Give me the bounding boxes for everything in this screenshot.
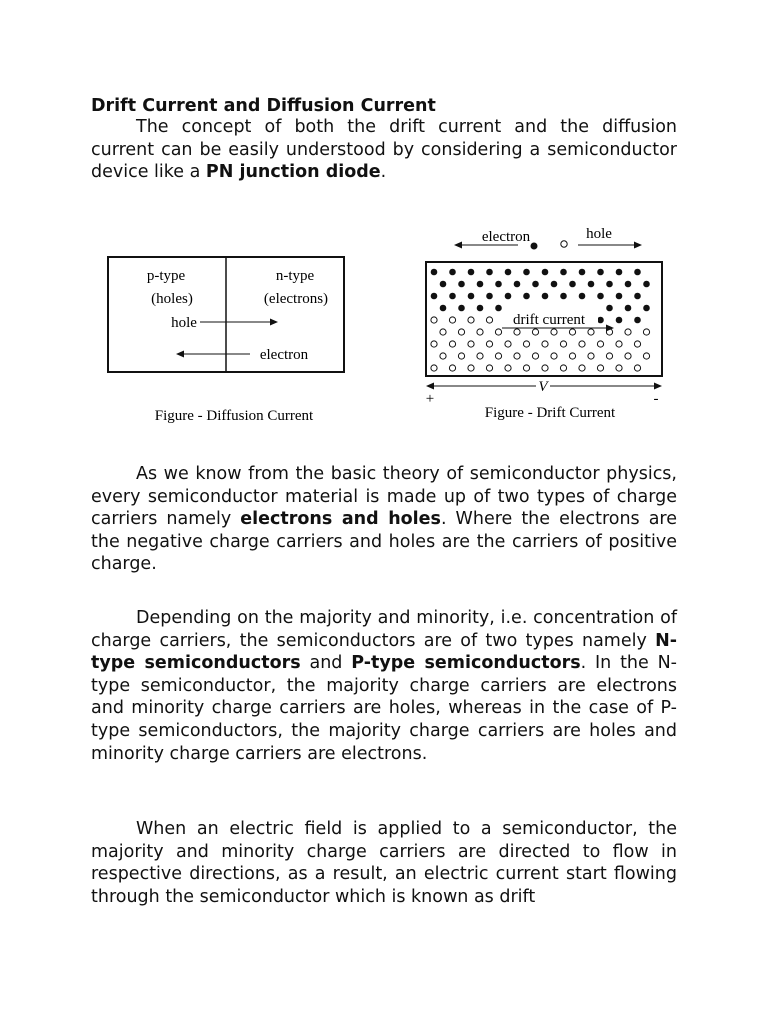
electron-dot: [625, 305, 632, 312]
text-run: .: [380, 162, 387, 183]
hole-circle: [597, 365, 603, 371]
voltage-arrowhead-right: [654, 383, 662, 390]
electron-dot: [486, 293, 493, 300]
text-run: and: [300, 653, 352, 674]
electron-dot: [634, 269, 641, 276]
hole-circle: [551, 353, 557, 359]
electron-dot: [440, 281, 447, 288]
electron-dot: [495, 305, 502, 312]
electron-dot: [606, 281, 613, 288]
diffusion-current-figure: [100, 250, 360, 430]
electron-dot: [597, 269, 604, 276]
electron-dot: [542, 293, 549, 300]
electron-dot: [468, 293, 475, 300]
plus-sign: +: [425, 391, 435, 407]
electron-arrowhead: [176, 351, 184, 358]
electron-dot: [606, 305, 613, 312]
hole-circle: [440, 329, 446, 335]
hole-circle: [579, 341, 585, 347]
hole-circle: [542, 341, 548, 347]
paragraph: [91, 116, 677, 184]
hole-circle: [643, 353, 649, 359]
electron-top-label: electron: [481, 229, 531, 245]
hole-circle: [449, 317, 455, 323]
hole-circle: [431, 365, 437, 371]
electron-dot: [579, 293, 586, 300]
electron-dot: [458, 305, 465, 312]
hole-circle: [495, 329, 501, 335]
electron-dot: [532, 281, 539, 288]
diffusion-caption: Figure - Diffusion Current: [154, 408, 314, 424]
electron-dot: [616, 317, 623, 324]
hole-circle: [468, 317, 474, 323]
hole-circle: [569, 353, 575, 359]
hole-circle: [468, 341, 474, 347]
drift-caption: Figure - Drift Current: [484, 405, 616, 421]
hole-circle: [616, 341, 622, 347]
hole-circle: [560, 365, 566, 371]
paragraph: [91, 818, 677, 908]
bold-term: electrons and holes: [240, 509, 441, 530]
drift-current-arrowhead: [606, 325, 614, 332]
electron-direction-arrowhead: [454, 242, 462, 249]
hole-circle: [458, 353, 464, 359]
text-run: Depending on the majority and minority, i.e. concentration of charge carriers, the semiconductors are of two types namely: [91, 608, 677, 651]
hole-circle: [440, 353, 446, 359]
electron-dot: [597, 293, 604, 300]
hole-label: hole: [171, 315, 197, 331]
hole-circle: [431, 317, 437, 323]
electron-dot: [579, 269, 586, 276]
hole-circle: [597, 341, 603, 347]
text-run: . Where the electrons are the negative charge carriers and holes are the carriers of positive charge.: [91, 509, 678, 575]
hole-top-label: hole: [586, 226, 612, 242]
paragraph: [91, 607, 677, 765]
electron-dot: [477, 281, 484, 288]
electron-dot: [477, 305, 484, 312]
electron-dot: [625, 281, 632, 288]
hole-circle: [616, 365, 622, 371]
electron-dot: [523, 269, 530, 276]
electron-dot: [495, 281, 502, 288]
electron-dot: [505, 269, 512, 276]
electron-dot: [458, 281, 465, 288]
drift-current-label: drift current: [512, 312, 586, 328]
electron-dot: [560, 269, 567, 276]
hole-arrowhead: [270, 319, 278, 326]
hole-circle: [449, 365, 455, 371]
electron-dot: [449, 269, 456, 276]
electron-dot: [643, 281, 650, 288]
electron-dot: [634, 293, 641, 300]
electron-dot: [616, 293, 623, 300]
electron-dot: [431, 269, 438, 276]
hole-circle: [643, 329, 649, 335]
hole-circle: [634, 365, 640, 371]
voltage-label: V: [538, 379, 548, 395]
electron-symbol: [531, 243, 538, 250]
electron-dot: [440, 305, 447, 312]
electron-dot: [616, 269, 623, 276]
hole-circle: [458, 329, 464, 335]
electron-dot: [560, 293, 567, 300]
bold-term: N-type semiconductors: [91, 630, 677, 674]
voltage-arrowhead-left: [426, 383, 434, 390]
n-type-label: n-type: [275, 268, 315, 284]
hole-circle: [477, 353, 483, 359]
hole-circle: [634, 341, 640, 347]
electron-dot: [449, 293, 456, 300]
hole-circle: [569, 329, 575, 335]
paragraph: [91, 463, 677, 576]
text-run: As we know from the basic theory of semiconductor physics, every semiconductor material is made up of two types of charge carriers namely: [91, 464, 677, 530]
hole-circle: [560, 341, 566, 347]
hole-circle: [505, 341, 511, 347]
hole-circle: [505, 365, 511, 371]
hole-circle: [449, 341, 455, 347]
hole-circle: [486, 341, 492, 347]
electron-dot: [643, 305, 650, 312]
hole-direction-arrowhead: [634, 242, 642, 249]
hole-circle: [468, 365, 474, 371]
electron-dot: [523, 293, 530, 300]
text-run: When an electric field is applied to a semiconductor, the majority and minority charge carriers are directed to flow in respective directions, as a result, an electric current start flowing through the semiconductor which is known as drift: [91, 819, 677, 907]
bold-term: PN junction diode: [205, 162, 381, 183]
electron-dot: [634, 317, 641, 324]
hole-circle: [523, 365, 529, 371]
hole-circle: [579, 365, 585, 371]
hole-circle: [532, 353, 538, 359]
electron-dot: [486, 269, 493, 276]
hole-circle: [477, 329, 483, 335]
hole-circle: [495, 353, 501, 359]
electron-dot: [588, 281, 595, 288]
hole-circle: [551, 329, 557, 335]
hole-circle: [514, 329, 520, 335]
hole-circle: [486, 365, 492, 371]
hole-circle: [532, 329, 538, 335]
electron-dot: [597, 317, 604, 324]
hole-circle: [431, 341, 437, 347]
hole-circle: [588, 329, 594, 335]
hole-circle: [542, 365, 548, 371]
electron-label: electron: [259, 347, 309, 363]
electron-dot: [514, 281, 521, 288]
hole-circle: [625, 329, 631, 335]
electron-dot: [551, 281, 558, 288]
hole-circle: [606, 353, 612, 359]
minus-sign: -: [653, 391, 659, 407]
electron-dot: [431, 293, 438, 300]
electron-dot: [542, 269, 549, 276]
electron-dot: [468, 269, 475, 276]
text-run: The concept of both the drift current and the diffusion current can be easily understood by considering a semiconductor device like a: [91, 117, 677, 183]
text-run: . In the N-type semiconductor, the majority charge carriers are electrons and minority charge carriers are holes, whereas in the case of P-type semiconductors, the majority charge carriers are holes and minority charge carriers are electrons.: [91, 653, 677, 764]
p-type-label: p-type: [146, 268, 186, 284]
hole-circle: [486, 317, 492, 323]
electrons-label: (electrons): [263, 291, 329, 307]
hole-circle: [588, 353, 594, 359]
hole-circle: [523, 341, 529, 347]
hole-circle: [625, 353, 631, 359]
document-title: Drift Current and Diffusion Current: [91, 96, 436, 116]
holes-label: (holes): [151, 291, 193, 307]
hole-circle: [514, 353, 520, 359]
electron-dot: [505, 293, 512, 300]
bold-term: P-type semiconductors: [351, 653, 581, 674]
hole-symbol: [561, 241, 567, 247]
drift-current-figure: [418, 218, 668, 430]
electron-dot: [569, 281, 576, 288]
